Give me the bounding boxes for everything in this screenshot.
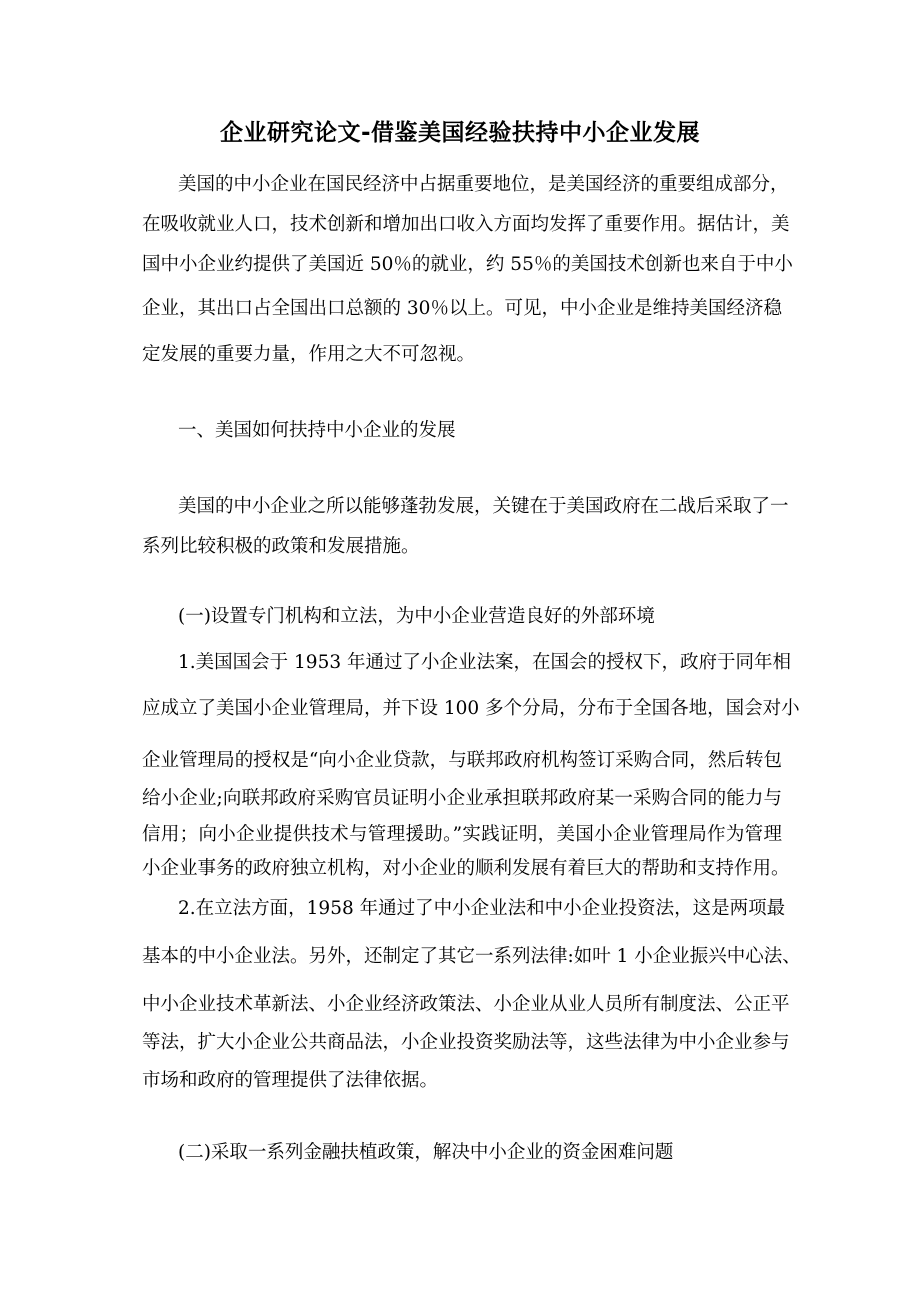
- subsection-heading: (一)设置专门机构和立法，为中小企业营造良好的外部环境: [178, 606, 655, 627]
- item2-line: 基本的中小企业法。另外，还制定了其它一系列法律:如叶 1 小企业振兴中心法、: [142, 946, 801, 967]
- item2-line: 中小企业技术革新法、小企业经济政策法、小企业从业人员所有制度法、公正平: [142, 994, 790, 1015]
- document-title: 企业研究论文-借鉴美国经验扶持中小企业发展: [219, 120, 701, 146]
- item1-line: 企业管理局的授权是“向小企业贷款，与联邦政府机构签订采购合同，然后转包: [142, 750, 782, 771]
- section1-line: 美国的中小企业之所以能够蓬勃发展，关键在于美国政府在二战后采取了一: [178, 496, 789, 517]
- intro-line: 国中小企业约提供了美国近 50％的就业，约 55％的美国技术创新也来自于中小: [142, 254, 793, 275]
- item2-line: 等法，扩大小企业公共商品法，小企业投资奖励法等，这些法律为中小企业参与: [142, 1032, 790, 1053]
- intro-line: 美国的中小企业在国民经济中占据重要地位，是美国经济的重要组成部分，: [178, 174, 789, 195]
- section1-line: 系列比较积极的政策和发展措施。: [142, 536, 420, 557]
- intro-line: 在吸收就业人口，技术创新和增加出口收入方面均发挥了重要作用。据估计，美: [142, 214, 790, 235]
- item1-line: 小企业事务的政府独立机构，对小企业的顺利发展有着巨大的帮助和支持作用。: [142, 858, 790, 879]
- item2-line: 市场和政府的管理提供了法律依据。: [142, 1070, 439, 1091]
- item1-line: 1.美国国会于 1953 年通过了小企业法案，在国会的授权下，政府于同年相: [178, 652, 791, 673]
- intro-line: 定发展的重要力量，作用之大不可忽视。: [142, 344, 476, 365]
- intro-line: 企业，其出口占全国出口总额的 30％以上。可见，中小企业是维持美国经济稳: [142, 298, 782, 319]
- section-heading: 一、美国如何扶持中小企业的发展: [178, 420, 456, 441]
- item2-line: 2.在立法方面，1958 年通过了中小企业法和中小企业投资法，这是两项最: [178, 898, 786, 919]
- item1-line: 应成立了美国小企业管理局，并下设 100 多个分局，分布于全国各地，国会对小: [142, 698, 800, 719]
- item1-line: 信用；向小企业提供技术与管理援助。”实践证明，美国小企业管理局作为管理: [142, 824, 782, 845]
- subsection-heading: (二)采取一系列金融扶植政策，解决中小企业的资金困难问题: [178, 1142, 674, 1163]
- item1-line: 给小企业;向联邦政府采购官员证明小企业承担联邦政府某一采购合同的能力与: [142, 788, 782, 809]
